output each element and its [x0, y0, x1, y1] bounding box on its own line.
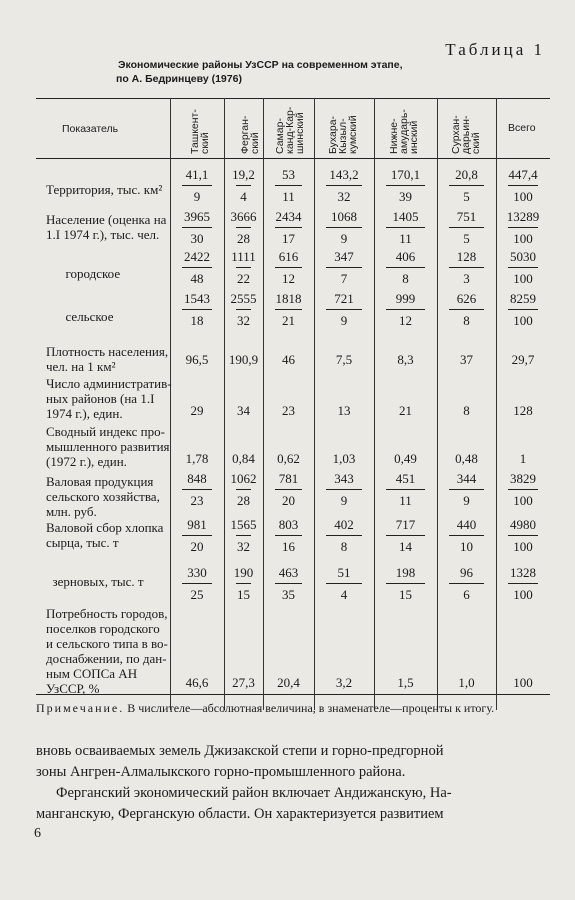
- cell-percent-value: 11: [282, 189, 295, 204]
- table-note: [36, 700, 548, 716]
- cell-percent-value: 7: [340, 271, 348, 286]
- cell-absolute-value: 20,8: [455, 167, 478, 182]
- cell-percent-value: 35: [282, 587, 295, 602]
- table-cell: 13: [337, 403, 351, 418]
- table-cell: [170, 168, 224, 204]
- table-cell: [263, 566, 314, 602]
- cell-percent-value: 100: [513, 493, 533, 508]
- column-header: Бухара- Кызыл- кумский: [327, 115, 359, 154]
- cell-absolute-value: 198: [395, 565, 416, 580]
- table-cell: 7,5: [335, 352, 353, 367]
- table-cell: [314, 518, 374, 554]
- cell-percent-value: 15: [237, 587, 250, 602]
- cell-absolute-value: 803: [278, 517, 299, 532]
- cell-percent-value: 10: [460, 539, 473, 554]
- cell-percent-value: 4: [340, 587, 348, 602]
- table-cell: 29: [190, 403, 204, 418]
- cell-percent-value: 20: [190, 539, 204, 554]
- cell-absolute-value: 1818: [275, 291, 302, 306]
- cell-percent-value: 100: [513, 271, 533, 286]
- table-cell: [224, 168, 263, 204]
- cell-absolute-value: 999: [395, 291, 416, 306]
- cell-percent-value: 5: [463, 231, 470, 246]
- column-header: Сурхан- дарьин- ский: [450, 115, 482, 154]
- cell-percent-value: 8: [340, 539, 348, 554]
- row-label: Валовой сбор хлопка сырца, тыс. т: [46, 520, 164, 550]
- cell-percent-value: 18: [190, 313, 204, 328]
- table-cell: [374, 566, 437, 602]
- cell-percent-value: 12: [282, 271, 295, 286]
- table-cell: 1,78: [185, 451, 209, 466]
- note-text: В числителе—абсолютная величина, в знаменателе—проценты к итогу.: [124, 701, 495, 715]
- table-cell: [314, 168, 374, 204]
- table-cell: [224, 472, 263, 508]
- body-line-2: зоны Ангрен-Алмалыкского горно-промышленного района.: [36, 764, 406, 780]
- cell-absolute-value: 447,4: [508, 167, 538, 182]
- cell-absolute-value: 1543: [184, 291, 210, 306]
- cell-percent-value: 9: [340, 313, 348, 328]
- body-line-4: манганскую, Ферганскую области. Он характеризуется развитием: [36, 806, 444, 822]
- cell-percent-value: 5: [463, 189, 470, 204]
- cell-absolute-value: 781: [278, 471, 299, 486]
- cell-absolute-value: 717: [395, 517, 416, 532]
- column-header-total: Всего: [508, 122, 536, 134]
- cell-absolute-value: 4980: [510, 517, 536, 532]
- cell-percent-value: 6: [463, 587, 470, 602]
- table-cell: [170, 566, 224, 602]
- table-cell: 8,3: [397, 352, 414, 367]
- table-cell: [496, 472, 550, 508]
- table-cell: [224, 518, 263, 554]
- body-paragraph: [36, 741, 548, 825]
- cell-absolute-value: 51: [337, 565, 351, 580]
- cell-absolute-value: 402: [334, 517, 354, 532]
- table-cell: [314, 210, 374, 246]
- table-cell: 0,49: [394, 451, 417, 466]
- table-cell: [496, 210, 550, 246]
- cell-percent-value: 8: [402, 271, 409, 286]
- cell-percent-value: 9: [193, 189, 201, 204]
- cell-percent-value: 12: [399, 313, 412, 328]
- table-cell: [437, 472, 496, 508]
- cell-absolute-value: 2434: [275, 209, 302, 224]
- cell-absolute-value: 1111: [231, 249, 256, 264]
- cell-absolute-value: 347: [334, 249, 354, 264]
- table-cell: 23: [282, 403, 295, 418]
- caption-line-1: Экономические районы УзССР на современном этапе,: [118, 59, 403, 71]
- cell-absolute-value: 1328: [510, 565, 536, 580]
- cell-absolute-value: 1565: [230, 517, 257, 532]
- table-cell: [496, 566, 550, 602]
- table-cell: 46: [282, 352, 295, 367]
- cell-percent-value: 17: [282, 231, 295, 246]
- table-cell: 128: [513, 403, 533, 418]
- column-header: Ферган- ский: [239, 115, 261, 154]
- table-cell: [314, 292, 374, 328]
- table-cell: 1,03: [332, 451, 356, 466]
- cell-percent-value: 9: [340, 231, 348, 246]
- table-cell: 100: [513, 675, 533, 690]
- cell-percent-value: 8: [463, 313, 470, 328]
- cell-absolute-value: 3829: [510, 471, 536, 486]
- cell-percent-value: 39: [399, 189, 412, 204]
- row-label: Число административ- ных районов (на 1.I 1974 г.), един.: [46, 376, 172, 421]
- body-line-1: вновь осваиваемых земель Джизакской степи и горно-предгорной: [36, 743, 444, 759]
- cell-percent-value: 23: [190, 493, 204, 508]
- cell-absolute-value: 406: [395, 249, 416, 264]
- table-cell: [170, 250, 224, 286]
- table-cell: [437, 292, 496, 328]
- cell-percent-value: 14: [399, 539, 412, 554]
- table-cell: [374, 472, 437, 508]
- cell-percent-value: 4: [240, 189, 247, 204]
- cell-percent-value: 22: [237, 271, 250, 286]
- table-top-rule: [36, 98, 550, 99]
- cell-percent-value: 30: [190, 231, 204, 246]
- cell-absolute-value: 96: [460, 565, 473, 580]
- table-cell: 1: [519, 451, 527, 466]
- table-cell: 1,5: [397, 675, 414, 690]
- table-cell: [437, 250, 496, 286]
- table-cell: 0,48: [455, 451, 478, 466]
- table-cell: [374, 168, 437, 204]
- cell-absolute-value: 5030: [510, 249, 536, 264]
- cell-absolute-value: 2555: [230, 291, 257, 306]
- table-cell: [496, 518, 550, 554]
- cell-absolute-value: 344: [456, 471, 477, 486]
- table-cell: [263, 210, 314, 246]
- cell-absolute-value: 751: [456, 209, 477, 224]
- table-cell: [314, 472, 374, 508]
- table-cell: [263, 518, 314, 554]
- cell-percent-value: 9: [463, 493, 470, 508]
- cell-absolute-value: 848: [187, 471, 207, 486]
- table-number: Таблица 1: [445, 40, 545, 59]
- table-cell: 29,7: [511, 352, 535, 367]
- table-cell: [374, 292, 437, 328]
- table-cell: [224, 250, 263, 286]
- table-cell: [170, 472, 224, 508]
- cell-absolute-value: 170,1: [390, 167, 421, 182]
- cell-absolute-value: 13289: [506, 209, 540, 224]
- cell-absolute-value: 128: [456, 249, 477, 264]
- cell-absolute-value: 981: [187, 517, 207, 532]
- table-cell: [496, 250, 550, 286]
- cell-percent-value: 9: [340, 493, 348, 508]
- cell-percent-value: 100: [513, 189, 533, 204]
- cell-percent-value: 32: [237, 313, 250, 328]
- caption-line-2: по А. Бедринцеву (1976): [116, 73, 242, 85]
- cell-percent-value: 25: [190, 587, 204, 602]
- table-cell: 8: [463, 403, 470, 418]
- table-cell: 190,9: [228, 352, 259, 367]
- cell-percent-value: 21: [282, 313, 295, 328]
- page-number: 6: [34, 826, 41, 841]
- table-cell: [170, 210, 224, 246]
- table-cell: [496, 168, 550, 204]
- table-cell: 0,84: [232, 451, 255, 466]
- cell-absolute-value: 343: [334, 471, 354, 486]
- table-cell: 27,3: [232, 675, 255, 690]
- cell-absolute-value: 3965: [184, 209, 210, 224]
- cell-percent-value: 32: [337, 189, 351, 204]
- cell-absolute-value: 626: [456, 291, 477, 306]
- table-cell: [374, 210, 437, 246]
- note-lead: Примечание.: [36, 701, 125, 715]
- table-cell: 37: [460, 352, 473, 367]
- cell-absolute-value: 463: [278, 565, 299, 580]
- cell-percent-value: 11: [399, 493, 412, 508]
- cell-percent-value: 100: [513, 313, 533, 328]
- row-label: Плотность населения, чел. на 1 км²: [46, 344, 169, 374]
- row-label: Сводный индекс про- мышленного развития (1972 г.), един.: [46, 424, 170, 469]
- cell-percent-value: 100: [513, 539, 533, 554]
- table-cell: [170, 292, 224, 328]
- cell-absolute-value: 1405: [392, 209, 419, 224]
- table-cell: 0,62: [277, 451, 300, 466]
- cell-percent-value: 100: [513, 231, 533, 246]
- cell-absolute-value: 721: [334, 291, 354, 306]
- table-cell: [224, 210, 263, 246]
- cell-absolute-value: 190: [233, 565, 254, 580]
- table-cell: [224, 566, 263, 602]
- row-label: сельское: [46, 309, 114, 324]
- row-label: Потребность городов, поселков городского и сельского типа в во- доснабжении, по дан- ным СОПСа АН УзССР, %: [46, 606, 168, 696]
- cell-percent-value: 15: [399, 587, 412, 602]
- table-cell: 34: [237, 403, 250, 418]
- cell-absolute-value: 143,2: [329, 167, 359, 182]
- table-cell: 3,2: [335, 675, 353, 690]
- table-cell: [437, 518, 496, 554]
- table-cell: 1,0: [458, 675, 475, 690]
- cell-absolute-value: 451: [395, 471, 416, 486]
- cell-absolute-value: 41,1: [185, 167, 209, 182]
- cell-absolute-value: 2422: [184, 249, 210, 264]
- table-cell: [314, 566, 374, 602]
- table-cell: 21: [399, 403, 412, 418]
- cell-absolute-value: 330: [187, 565, 207, 580]
- cell-absolute-value: 440: [456, 517, 477, 532]
- cell-percent-value: 28: [237, 493, 250, 508]
- table-cell: [374, 518, 437, 554]
- row-label: Валовая продукция сельского хозяйства, млн. руб.: [46, 474, 160, 519]
- table-cell: [496, 292, 550, 328]
- column-header: Ташкент- ский: [189, 109, 211, 154]
- cell-absolute-value: 53: [282, 167, 295, 182]
- table-cell: [314, 250, 374, 286]
- cell-percent-value: 20: [282, 493, 295, 508]
- row-label: зерновых, тыс. т: [46, 574, 144, 589]
- table-cell: [263, 168, 314, 204]
- table-cell: [437, 168, 496, 204]
- cell-absolute-value: 3666: [230, 209, 257, 224]
- table-cell: [224, 292, 263, 328]
- table-cell: 20,4: [277, 675, 300, 690]
- cell-percent-value: 100: [513, 587, 533, 602]
- cell-absolute-value: 19,2: [232, 167, 255, 182]
- cell-percent-value: 32: [237, 539, 250, 554]
- body-line-3: Ферганский экономический район включает Андижанскую, На-: [56, 785, 452, 801]
- table-cell: 46,6: [185, 675, 209, 690]
- cell-absolute-value: 8259: [510, 291, 536, 306]
- row-label: Территория, тыс. км²: [46, 182, 163, 197]
- table-cell: 96,5: [185, 352, 209, 367]
- cell-percent-value: 48: [190, 271, 204, 286]
- table-cell: [437, 210, 496, 246]
- cell-absolute-value: 1062: [230, 471, 257, 486]
- cell-absolute-value: 1068: [331, 209, 357, 224]
- cell-percent-value: 28: [237, 231, 250, 246]
- row-label: Население (оценка на 1.I 1974 г.), тыс. чел.: [46, 212, 167, 242]
- cell-absolute-value: 616: [278, 249, 299, 264]
- table-cell: [170, 518, 224, 554]
- cell-percent-value: 11: [399, 231, 412, 246]
- cell-percent-value: 16: [282, 539, 295, 554]
- table-cell: [437, 566, 496, 602]
- table-caption: [118, 58, 403, 86]
- table-cell: [263, 292, 314, 328]
- column-header: Самар- канд-Кар- шинский: [274, 106, 306, 154]
- table-cell: [263, 250, 314, 286]
- column-header: Нижне- амударь- инский: [388, 109, 420, 154]
- table-header-rule: [36, 158, 550, 159]
- table-cell: [263, 472, 314, 508]
- indicator-header: Показатель: [62, 123, 119, 135]
- row-label: городское: [46, 266, 121, 281]
- table-cell: [374, 250, 437, 286]
- cell-percent-value: 3: [463, 271, 470, 286]
